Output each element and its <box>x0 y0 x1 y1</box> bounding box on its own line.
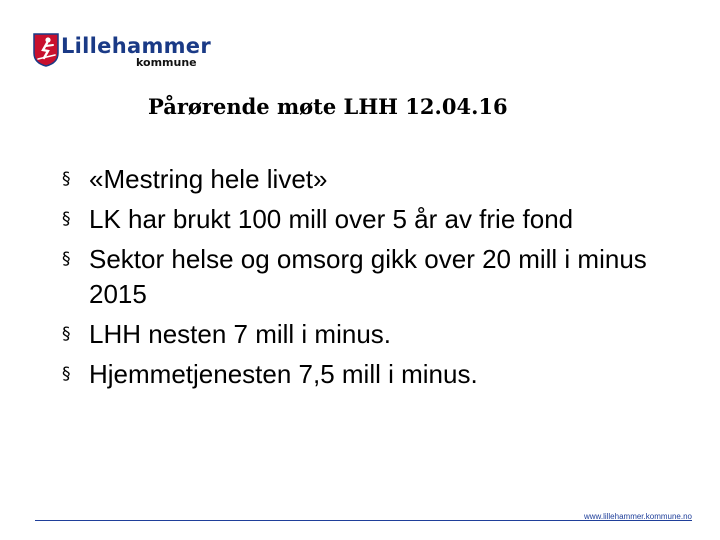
lillehammer-logo <box>33 33 212 73</box>
section-bullet-icon: § <box>62 249 71 269</box>
section-bullet-icon: § <box>62 209 71 229</box>
section-bullet-icon: § <box>62 169 71 189</box>
bullet-list <box>62 162 662 397</box>
logo-name: Lillehammer <box>61 34 212 58</box>
slide-title: Pårørende møte LHH 12.04.16 <box>148 94 508 119</box>
bullet-text: «Mestring hele livet» <box>89 164 328 194</box>
bullet-item <box>62 317 662 352</box>
footer-website-link[interactable]: www.lillehammer.kommune.no <box>583 512 692 521</box>
bullet-item <box>62 357 662 392</box>
coat-of-arms-skier-icon <box>33 33 59 67</box>
section-bullet-icon: § <box>62 324 71 344</box>
bullet-text: Sektor helse og omsorg gikk over 20 mill i minus 2015 <box>89 244 647 309</box>
logo-subtitle: kommune <box>136 56 197 69</box>
section-bullet-icon: § <box>62 364 71 384</box>
bullet-item <box>62 202 662 237</box>
bullet-item <box>62 242 662 312</box>
bullet-text: LHH nesten 7 mill i minus. <box>89 319 391 349</box>
bullet-text: Hjemmetjenesten 7,5 mill i minus. <box>89 359 478 389</box>
bullet-text: LK har brukt 100 mill over 5 år av frie fond <box>89 204 574 234</box>
bullet-item <box>62 162 662 197</box>
